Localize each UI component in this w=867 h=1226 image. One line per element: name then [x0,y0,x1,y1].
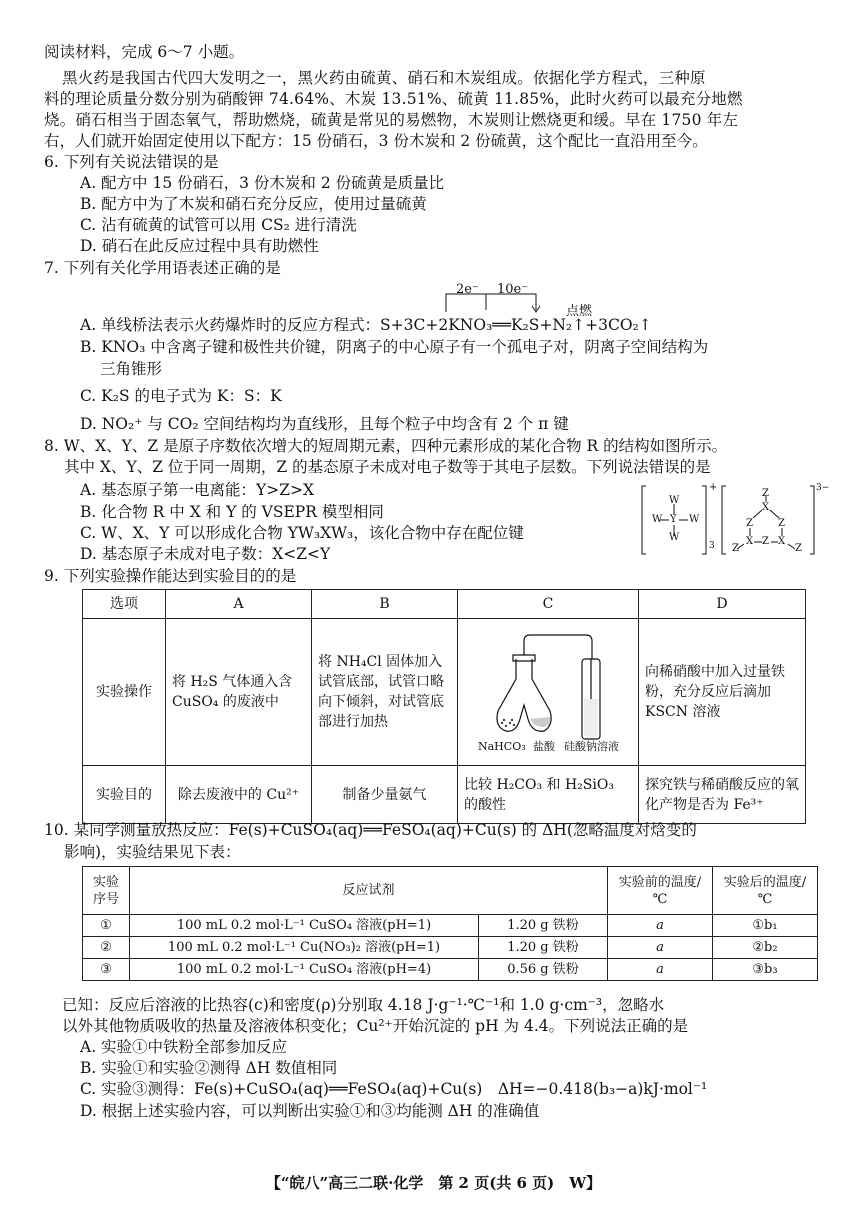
struct-z-far-right: Z [795,543,802,554]
struct-cation-count: 3 [709,541,715,551]
struct-cation-charge: + [709,482,718,493]
struct-x-left: X [746,536,754,547]
struct-anion-charge: 3− [816,483,830,493]
q6-option-c: C. 沾有硫黄的试管可以用 CS₂ 进行清洗 [80,216,357,234]
q10-row2-no: ② [83,937,130,959]
q10-row1-no: ① [83,915,130,937]
page-footer: 【“皖八”高三二联·化学 第 2 页(共 6 页) W】 [265,1174,602,1192]
struct-w-bottom: W [669,532,680,543]
q6-option-d: D. 硝石在此反应过程中具有助燃性 [80,237,319,255]
q6-option-a: A. 配方中 15 份硝石，3 份木炭和 2 份硫黄是质量比 [80,174,445,192]
q7-option-a: A. 单线桥法表示火药爆炸时的反应方程式：S+3C+2KNO₃══K₂S+N₂↑+3CO₂↑ [80,316,652,334]
q10-row1-after: ①b₁ [713,915,818,937]
q10-row2-after: ②b₂ [713,937,818,959]
q8-option-d: D. 基态原子未成对电子数：X<Z<Y [80,545,331,563]
q10-row2-iron: 1.20 g 铁粉 [479,937,608,959]
struct-x-right: X [778,536,786,547]
q9-header-option: 选项 [83,590,166,619]
q9-a-operation: 将 H₂S 气体通入含 CuSO₄ 的废液中 [166,619,312,766]
q10-option-a: A. 实验①中铁粉全部参加反应 [80,1038,288,1056]
q9-header-c: C [458,590,639,619]
q10-known-line1: 已知：反应后溶液的比热容(c)和密度(ρ)分别取 4.18 J·g⁻¹·℃⁻¹和 1.0 g·cm⁻³，忽略水 [62,996,665,1014]
q8-stem-line1: 8. W、X、Y、Z 是原子序数依次增大的短周期元素，四种元素形成的某化合物 R 的结构如图所示。 [44,437,728,455]
q9-c-goal: 比较 H₂CO₃ 和 H₂SiO₃ 的酸性 [458,766,639,824]
q10-header-reagent: 反应试剂 [130,867,608,915]
ignition-condition: 点燃 [566,304,593,319]
intro-line-4: 右，人们就开始固定使用以下配方：15 份硝石，3 份木炭和 2 份硫黄，这个配比一直沿用至今。 [44,132,708,150]
q9-b-operation: 将 NH₄Cl 固体加入试管底部，试管口略向下倾斜，对试管底部进行加热 [312,619,458,766]
struct-x-top: X [762,502,770,513]
q10-row3-before: a [608,959,713,981]
q10-stem-line1: 10. 某同学测量放热反应：Fe(s)+CuSO₄(aq)══FeSO₄(aq)+Cu(s) 的 ΔH(忽略温度对焓变的 [44,821,697,839]
q10-row1-solution: 100 mL 0.2 mol·L⁻¹ CuSO₄ 溶液(pH=1) [130,915,479,937]
struct-z-left: Z [746,518,753,529]
q7-option-d: D. NO₂⁺ 与 CO₂ 空间结构均为直线形，且每个粒子中均含有 2 个 π 键 [80,415,569,433]
q10-row1-before: a [608,915,713,937]
q7-stem: 7. 下列有关化学用语表述正确的是 [44,259,281,277]
q8-option-c: C. W、X、Y 可以形成化合物 YW₃XW₃，该化合物中存在配位键 [80,524,524,542]
q9-stem: 9. 下列实验操作能达到实验目的的是 [44,567,297,585]
q7-option-b-line1: B. KNO₃ 中含离子键和极性共价键，阴离子的中心原子有一个孤电子对，阴离子空间结构为 [80,338,709,356]
struct-z-bottom: Z [762,536,769,547]
q10-row3-iron: 0.56 g 铁粉 [479,959,608,981]
q8-option-a: A. 基态原子第一电离能：Y>Z>X [80,481,315,499]
q10-row3-no: ③ [83,959,130,981]
q10-stem-line2: 影响)，实验结果见下表： [64,843,241,861]
bridge-label-2e: 2e⁻ [456,282,479,297]
q7-option-c: C. K₂S 的电子式为 K：S：K [80,387,282,405]
q9-row-operation-label: 实验操作 [83,619,166,766]
struct-y-center: Y [670,514,677,525]
q9-b-goal: 制备少量氨气 [312,766,458,824]
q10-row1-iron: 1.20 g 铁粉 [479,915,608,937]
q9-c-apparatus [458,619,639,766]
struct-w-top: W [669,495,680,506]
struct-w-right: W [689,514,700,525]
struct-z-far-left: Z [732,543,739,554]
intro-line-1: 黑火药是我国古代四大发明之一，黑火药由硫黄、硝石和木炭组成。依据化学方程式，三种原 [62,69,706,87]
q9-a-goal: 除去废液中的 Cu²⁺ [166,766,312,824]
q9-row-goal-label: 实验目的 [83,766,166,824]
q10-known-line2: 以外其他物质吸收的热量及溶液体积变化；Cu²⁺开始沉淀的 pH 为 4.4。下列说法正确的是 [62,1017,689,1035]
q10-option-d: D. 根据上述实验内容，可以判断出实验①和③均能测 ΔH 的准确值 [80,1102,540,1120]
label-hcl: 盐酸 [533,740,555,753]
q7-option-b-line2: 三角锥形 [100,360,163,378]
q10-option-c: C. 实验③测得：Fe(s)+CuSO₄(aq)══FeSO₄(aq)+Cu(s) ΔH=−0.418(b₃−a)kJ·mol⁻¹ [80,1080,708,1098]
q10-row3-solution: 100 mL 0.2 mol·L⁻¹ CuSO₄ 溶液(pH=4) [130,959,479,981]
struct-w-left: W [652,514,663,525]
q8-option-b: B. 化合物 R 中 X 和 Y 的 VSEPR 模型相同 [80,503,384,521]
label-sodium-silicate: 硅酸钠溶液 [564,740,619,753]
label-nahco3: NaHCO₃ [478,740,526,753]
struct-z-top: Z [762,488,769,499]
q9-header-d: D [639,590,806,619]
struct-z-right: Z [778,518,785,529]
q10-header-after: 实验后的温度/℃ [713,867,818,915]
q8-stem-line2: 其中 X、Y、Z 位于同一周期，Z 的基态原子未成对电子数等于其电子层数。下列说法错误的是 [64,458,711,476]
q9-header-a: A [166,590,312,619]
q10-row2-before: a [608,937,713,959]
q9-header-b: B [312,590,458,619]
q10-row2-solution: 100 mL 0.2 mol·L⁻¹ Cu(NO₃)₂ 溶液(pH=1) [130,937,479,959]
q9-d-operation: 向稀硝酸中加入过量铁粉，充分反应后滴加 KSCN 溶液 [639,619,806,766]
q9-d-goal: 探究铁与稀硝酸反应的氧化产物是否为 Fe³⁺ [639,766,806,824]
q6-option-b: B. 配方中为了木炭和硝石充分反应，使用过量硫黄 [80,195,427,213]
q9-table [82,589,806,824]
q10-option-b: B. 实验①和实验②测得 ΔH 数值相同 [80,1059,338,1077]
q6-stem: 6. 下列有关说法错误的是 [44,153,219,171]
q10-row3-after: ③b₃ [713,959,818,981]
intro-line-3: 烧。硝石相当于固态氧气，帮助燃烧，硫黄是常见的易燃物，木炭则让燃烧更和缓。早在 1750 年左 [44,111,739,129]
q10-header-before: 实验前的温度/℃ [608,867,713,915]
q10-header-no: 实验序号 [83,867,130,915]
q10-table [82,866,818,981]
intro-line-2: 料的理论质量分数分别为硝酸钾 74.64%、木炭 13.51%、硫黄 11.85%，此时火药可以最充分地燃 [44,90,743,108]
bridge-label-10e: 10e⁻ [497,282,529,297]
reading-heading: 阅读材料，完成 6～7 小题。 [44,43,245,61]
